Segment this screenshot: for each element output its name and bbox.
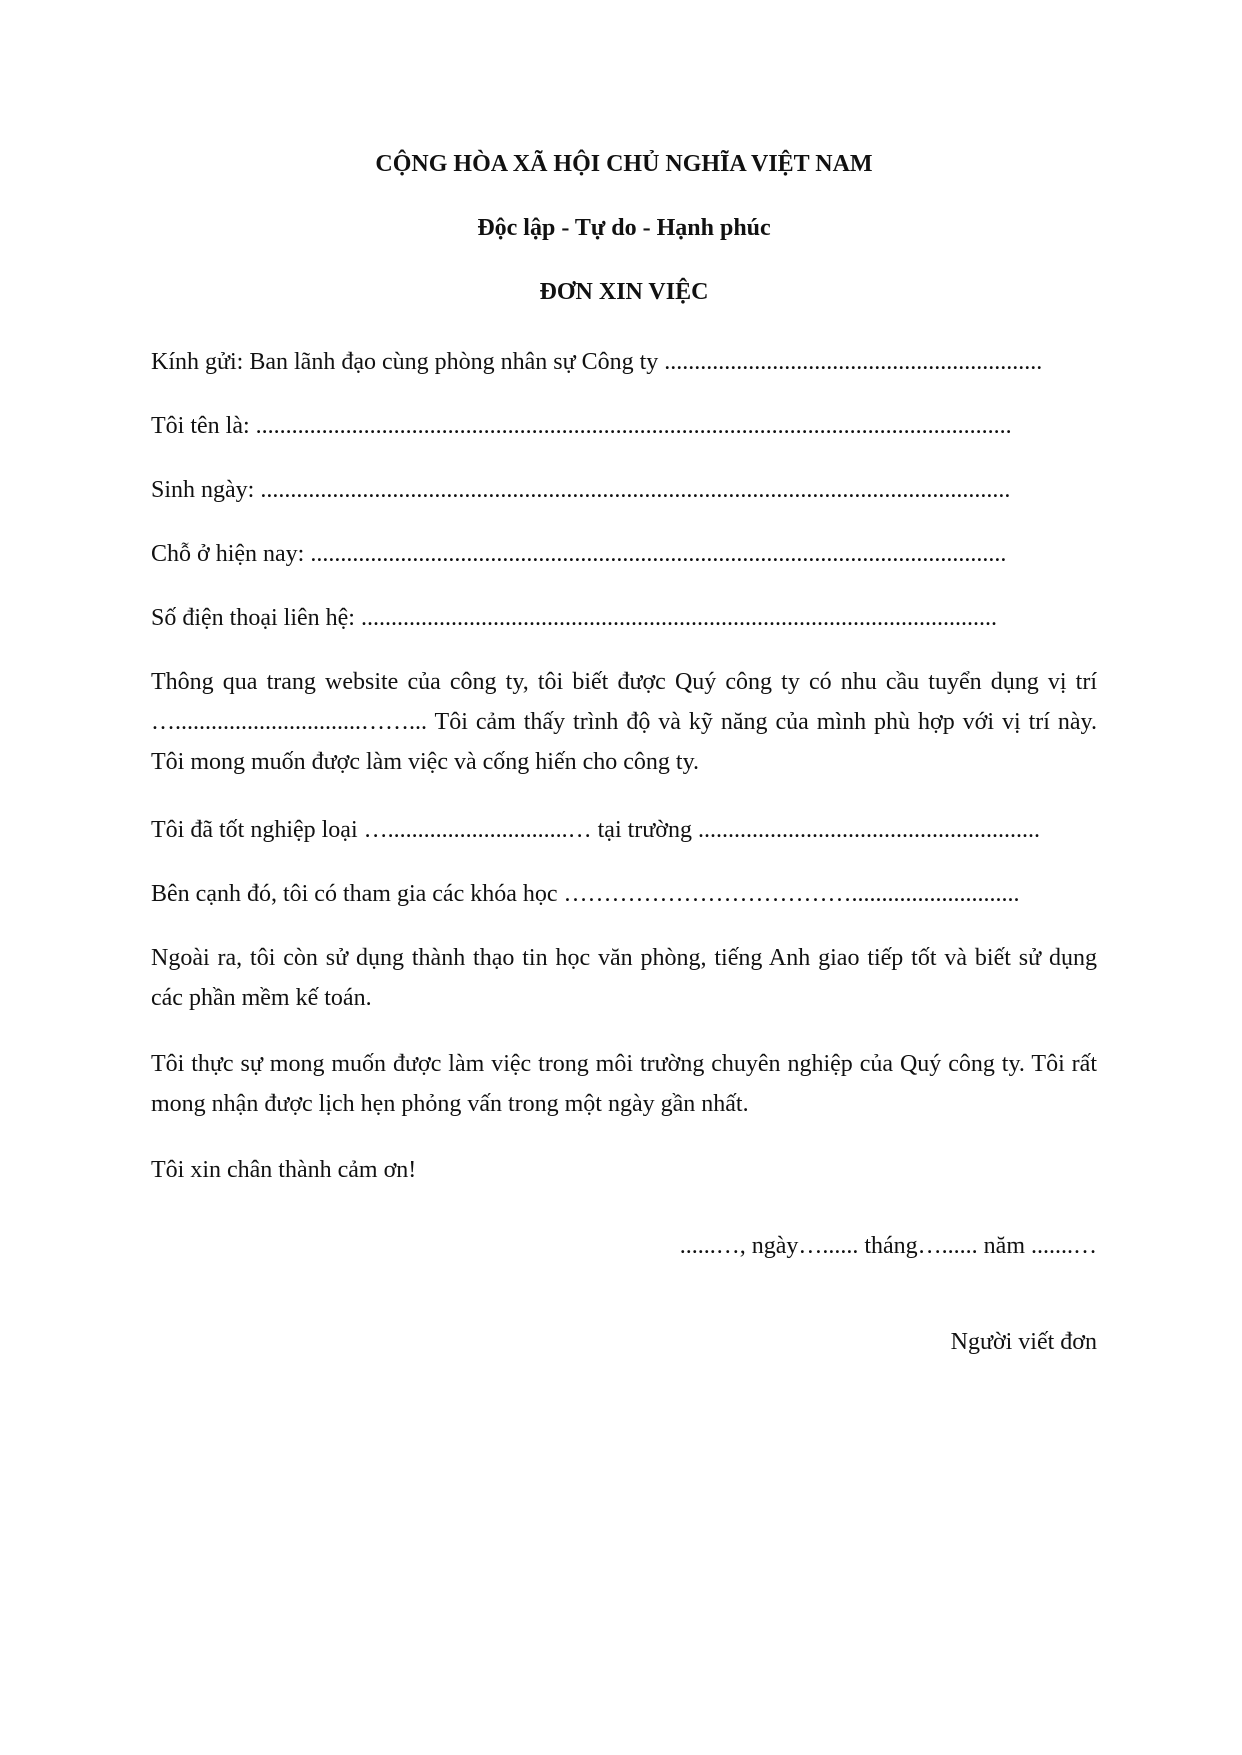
addressee-line: Kính gửi: Ban lãnh đạo cùng phòng nhân sự Công ty ............................................................... xyxy=(151,349,1043,375)
date-line: ......…, ngày…...... tháng…...... năm .......… xyxy=(679,1233,1097,1259)
name-line: Tôi tên là: .............................................................................................................................. xyxy=(151,413,1012,439)
address-line: Chỗ ở hiện nay: .................................................................................................................... xyxy=(151,541,1007,567)
wish-paragraph: Tôi thực sự mong muốn được làm việc trong môi trường chuyên nghiệp của Quý công ty. Tôi rất mong nhận được lịch hẹn phỏng vấn trong một ngày gần nhất. xyxy=(151,1051,1097,1117)
national-title: CỘNG HÒA XÃ HỘI CHỦ NGHĨA VIỆT NAM xyxy=(375,151,873,177)
skills-paragraph: Ngoài ra, tôi còn sử dụng thành thạo tin học văn phòng, tiếng Anh giao tiếp tốt và biết sử dụng các phần mềm kế toán. xyxy=(151,945,1097,1011)
phone-line: Số điện thoại liên hệ: .......................................................................................................... xyxy=(151,605,997,631)
courses-line: Bên cạnh đó, tôi có tham gia các khóa học ………………………………............................ xyxy=(151,881,1020,907)
thanks-line: Tôi xin chân thành cảm ơn! xyxy=(151,1157,417,1183)
intro-paragraph: Thông qua trang website của công ty, tôi biết được Quý công ty có nhu cầu tuyển dụng vị trí …...............................……... Tôi cảm thấy trình độ và kỹ năng của mình phù hợp với vị trí này. Tôi mong muốn được làm việc và cống hiến cho công ty. xyxy=(151,669,1097,775)
birthdate-line: Sinh ngày: ............................................................................................................................. xyxy=(151,477,1011,503)
national-motto: Độc lập - Tự do - Hạnh phúc xyxy=(477,215,771,241)
education-line: Tôi đã tốt nghiệp loại …..............................… tại trường ......................................................... xyxy=(151,817,1040,843)
document-title: ĐƠN XIN VIỆC xyxy=(539,279,709,305)
signature-label: Người viết đơn xyxy=(950,1329,1097,1355)
